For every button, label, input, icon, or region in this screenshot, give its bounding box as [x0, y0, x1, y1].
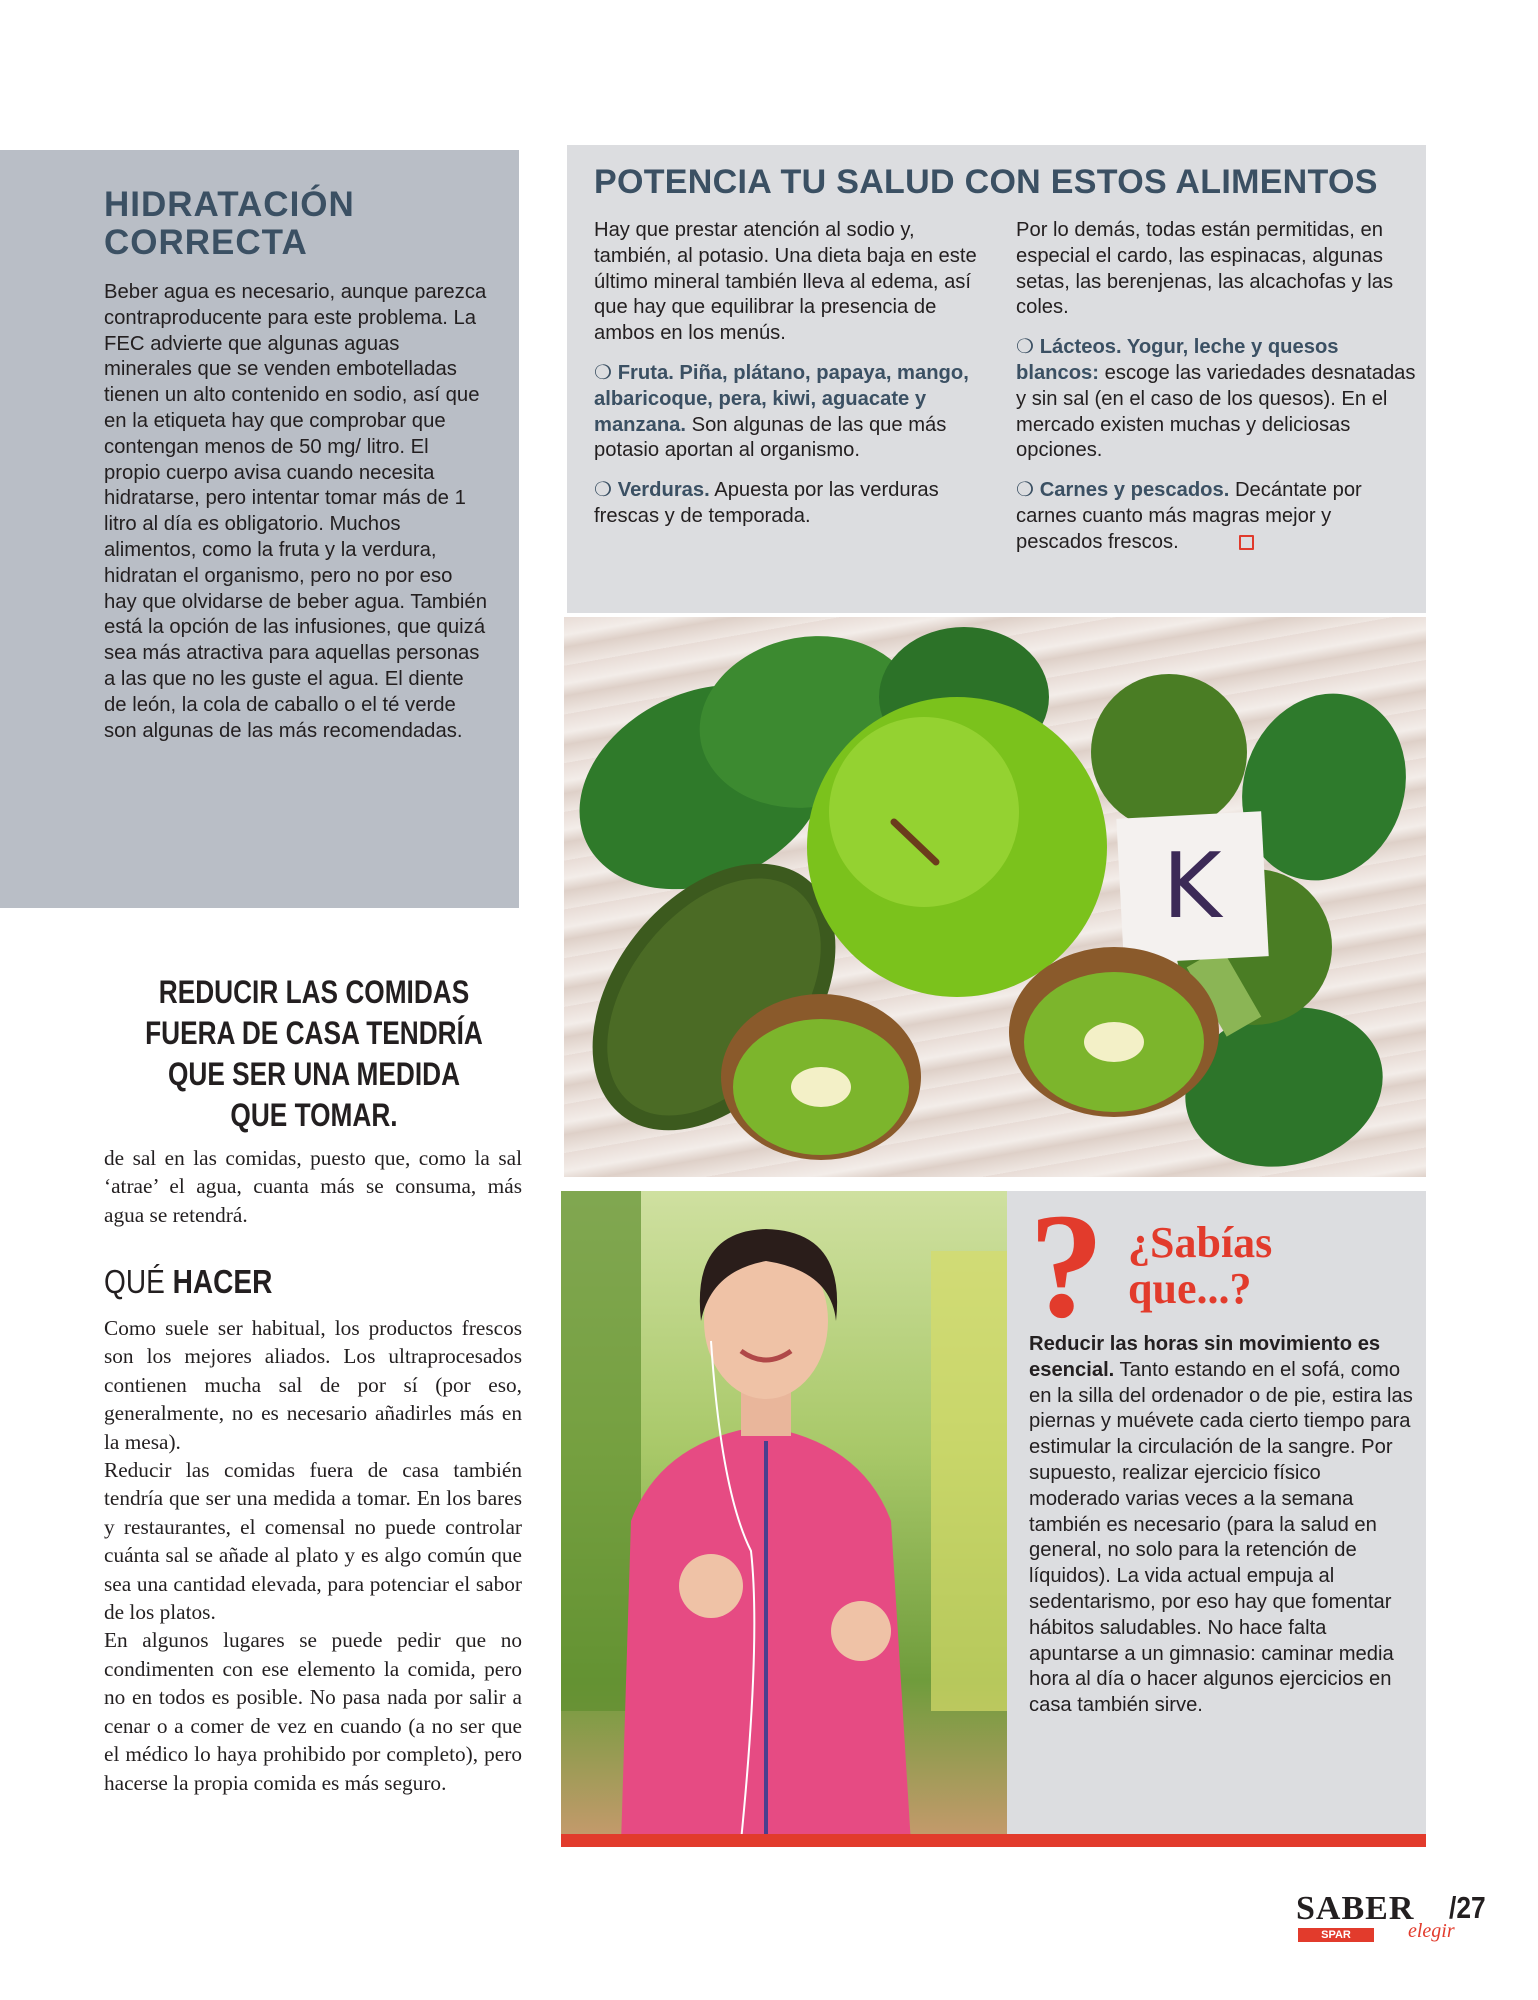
que-hacer-paragraph: Como suele ser habitual, los productos frescos son los mejores aliados. Los ultraprocesados contienen mucha sal de por sí (por eso, generalmente, no es necesario añadirles más en la mesa). — [104, 1316, 522, 1454]
bullet-icon: ❍ — [594, 479, 613, 502]
lacteos-body: escoge las variedades desnatadas y sin sal (en el caso de los quesos). En el mercado existen muchas y deliciosas opciones. — [1016, 361, 1416, 462]
bullet-icon: ❍ — [594, 361, 613, 384]
que-hacer-title-light: QUÉ — [104, 1263, 173, 1300]
potencia-right-column — [1016, 218, 1416, 570]
sabias-title-line: ¿Sabías — [1128, 1218, 1273, 1267]
verduras-item — [594, 478, 989, 530]
bullet-icon: ❍ — [1016, 336, 1035, 359]
runner-photo — [561, 1191, 1007, 1844]
runner-illustration — [561, 1191, 1007, 1844]
food-photo — [564, 617, 1426, 1177]
spar-logo-badge: SPAR — [1298, 1928, 1374, 1942]
resto-text: Por lo demás, todas están permitidas, en especial el cardo, las espinacas, algunas setas, las berenjenas, las alcachofas y las coles. — [1016, 219, 1394, 319]
question-mark-icon — [1029, 1196, 1125, 1332]
que-hacer-title — [104, 1262, 461, 1302]
red-accent-bar — [561, 1834, 1426, 1847]
fruta-item — [594, 361, 989, 464]
article-end-mark-icon — [1239, 535, 1254, 550]
verduras-body: Apuesta por las verduras frescas y de temporada. — [594, 479, 939, 527]
potencia-title: POTENCIA TU SALUD CON ESTOS ALIMENTOS — [594, 163, 1378, 201]
continuation-text: de sal en las comidas, puesto que, como la sal ‘atrae’ el agua, cuanta más se consuma, más agua se retendrá. — [104, 1146, 522, 1227]
que-hacer-title-bold: HACER — [172, 1263, 273, 1300]
sabias-lead: Reducir las horas sin movimiento es esencial. — [1029, 1333, 1381, 1381]
bullet-icon: ❍ — [1016, 479, 1035, 502]
que-hacer-paragraph: Reducir las comidas fuera de casa también tendría que ser una medida a tomar. En los bares y restaurantes, el comensal no puede controlar cuánta sal se añade al plato y es algo común que sea una cantidad elevada, para potenciar el sabor de los platos. — [104, 1458, 522, 1625]
food-illustration — [564, 617, 1426, 1177]
broccoli — [1091, 674, 1247, 830]
page-number: /27 — [1449, 1890, 1486, 1925]
hydration-title: HIDRATACIÓN CORRECTA — [104, 185, 355, 262]
fruta-body: Son algunas de las que más potasio aportan al organismo. — [594, 413, 947, 462]
carnes-body: Decántate por carnes cuanto más magras mejor y pescados frescos. — [1016, 479, 1362, 553]
carnes-heading: Carnes y pescados. — [1039, 479, 1230, 502]
verduras-heading: Verduras. — [617, 479, 710, 502]
fruta-heading: Fruta. Piña, plátano, papaya, mango, albaricoque, pera, kiwi, aguacate y manzana. — [594, 361, 969, 436]
saber-logo-word: SABER — [1296, 1890, 1415, 1927]
carnes-item — [1016, 478, 1416, 555]
potencia-intro: Hay que prestar atención al sodio y, también, al potasio. Una dieta baja en este último mineral también lleva al edema, así que hay que equilibrar la presencia de ambos en los menús. — [594, 219, 977, 345]
k-card-letter: K — [1162, 834, 1222, 939]
lacteos-heading: Lácteos. Yogur, leche y quesos blancos: — [1016, 336, 1339, 384]
lacteos-item — [1016, 335, 1416, 464]
runner-fist — [831, 1601, 891, 1661]
sabias-text: Tanto estando en el sofá, como en la silla del ordenador o de pie, estira las piernas y muévete cada cierto tiempo para estimular la circulación de la sangre. Por supuesto, realizar ejercicio físico moderado varias veces a la semana también es necesario (para la salud en general, no solo para la retención de líquidos). La vida actual empuja al sedentarismo, por eso hay que fomentar hábitos saludables. No hace falta apuntarse a un gimnasio: caminar media hora al día o hacer algunos ejercicios en casa también sirve. — [1029, 1358, 1413, 1717]
pull-quote: REDUCIR LAS COMIDAS FUERA DE CASA TENDRÍA QUE SER UNA MEDIDA QUE TOMAR. — [145, 974, 483, 1133]
question-mark-glyph: ? — [1029, 1196, 1104, 1332]
elegir-logo-script: elegir — [1408, 1920, 1455, 1942]
sabias-title — [1128, 1220, 1388, 1312]
runner-fist — [679, 1554, 743, 1618]
que-hacer-paragraph: En algunos lugares se puede pedir que no condimenten con ese elemento la comida, pero no en todos es posible. No pasa nada por salir a cenar o a comer de vez en cuando (a no ser que el médico lo haya prohibido por completo), pero hacerse la propia comida es más seguro. — [104, 1628, 522, 1795]
hydration-body: Beber agua es necesario, aunque parezca contraproducente para este problema. La FEC advierte que algunas aguas minerales que se venden embotelladas tienen un alto contenido en sodio, así que en la etiqueta hay que comprobar que contengan menos de 50 mg/ litro. El propio cuerpo avisa cuando necesita hidratarse, pero intentar tomar más de 1 litro al día es obligatorio. Muchos alimentos, como la fruta y la verdura, hidratan el organismo, pero no por eso hay que olvidarse de beber agua. También está la opción de las infusiones, que quizá sea más atractiva para aquellas personas a las que no les guste el agua. El diente de león, la cola de caballo o el té verde son algunas de las más recomendadas. — [104, 281, 487, 742]
potencia-left-column — [594, 218, 989, 544]
sabias-title-line: que...? — [1128, 1264, 1252, 1313]
sabias-body — [1029, 1332, 1414, 1719]
que-hacer-body — [104, 1314, 522, 1797]
